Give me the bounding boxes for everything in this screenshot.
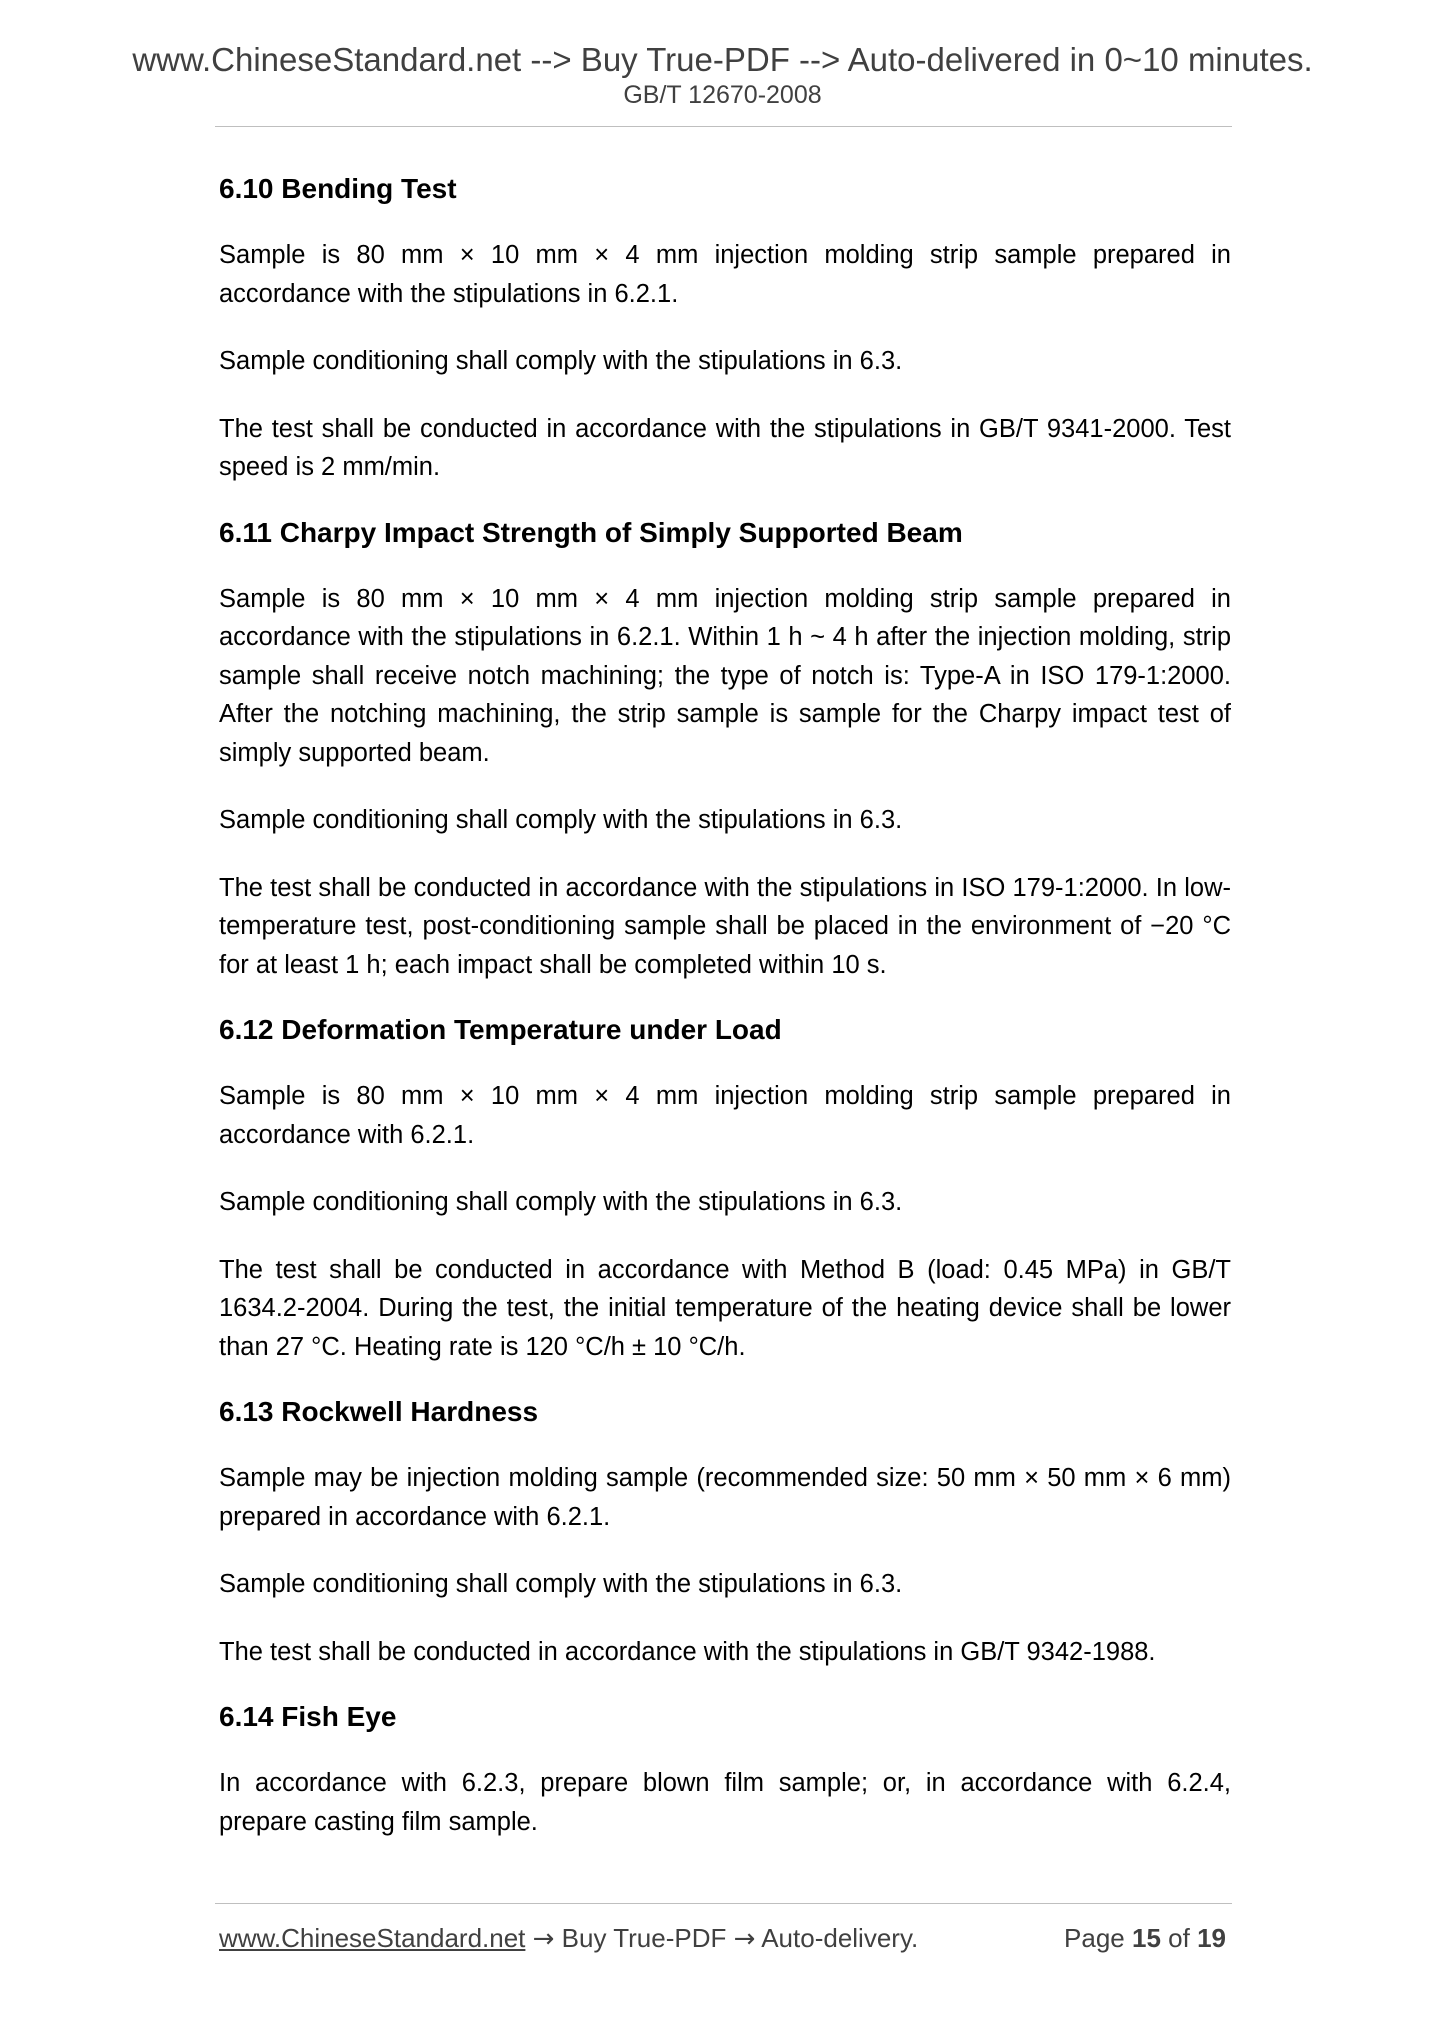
- section-heading: 6.12 Deformation Temperature under Load: [219, 1014, 782, 1045]
- section-6-11: [219, 514, 1231, 985]
- section-6-10: [219, 170, 1231, 487]
- paragraph: Sample is 80 mm × 10 mm × 4 mm injection molding strip sample prepared in accordance with 6.2.1.: [219, 1082, 1231, 1149]
- paragraph: In accordance with 6.2.3, prepare blown film sample; or, in accordance with 6.2.4, prepare casting film sample.: [219, 1769, 1231, 1836]
- buy-text: Buy True-PDF: [561, 1923, 727, 1953]
- footer-divider: [215, 1903, 1232, 1904]
- page-indicator: [1064, 1921, 1226, 1955]
- section-heading: 6.13 Rockwell Hardness: [219, 1396, 539, 1427]
- section-heading: 6.10 Bending Test: [219, 173, 457, 204]
- paragraph: Sample conditioning shall comply with the stipulations in 6.3.: [219, 347, 903, 375]
- section-6-14: [219, 1698, 1231, 1841]
- paragraph: Sample may be injection molding sample (recommended size: 50 mm × 50 mm × 6 mm) prepared in accordance with 6.2.1.: [219, 1464, 1231, 1531]
- paragraph: Sample is 80 mm × 10 mm × 4 mm injection molding strip sample prepared in accordance with the stipulations in 6.2.1. Within 1 h ~ 4 h after the injection molding, strip sample shall receive notch machining; the type of notch is: Type-A in ISO 179-1:2000. After the notching machining, the strip sample is sample for the Charpy impact test of simply supported beam.: [219, 584, 1231, 767]
- paragraph: Sample conditioning shall comply with the stipulations in 6.3.: [219, 806, 903, 834]
- paragraph: The test shall be conducted in accordance with the stipulations in GB/T 9342-1988.: [219, 1637, 1156, 1666]
- section-heading: 6.14 Fish Eye: [219, 1701, 397, 1732]
- paragraph: The test shall be conducted in accordance with the stipulations in ISO 179-1:2000. In low-temperature test, post-conditioning sample shall be placed in the environment of −20 °C for at least 1 h; each impact shall be completed within 10 s.: [219, 873, 1231, 979]
- paragraph: The test shall be conducted in accordance with Method B (load: 0.45 MPa) in GB/T 1634.2-2004. During the test, the initial temperature of the heating device shall be lower than 27 °C. Heating rate is 120 °C/h ± 10 °C/h.: [219, 1255, 1231, 1361]
- arrow-right-icon: →: [532, 1924, 555, 1954]
- footer-promo: [219, 1921, 918, 1956]
- section-heading: 6.11 Charpy Impact Strength of Simply Supported Beam: [219, 516, 963, 548]
- paragraph: The test shall be conducted in accordance with the stipulations in GB/T 9341-2000. Test speed is 2 mm/min.: [219, 414, 1231, 481]
- delivery-text: Auto-delivery.: [761, 1923, 919, 1953]
- header-banner: www.ChineseStandard.net --> Buy True-PDF --> Auto-delivered in 0~10 minutes.: [132, 41, 1313, 78]
- website-link[interactable]: www.ChineseStandard.net: [219, 1923, 526, 1953]
- page-number: 15: [1132, 1923, 1161, 1953]
- paragraph: Sample conditioning shall comply with the stipulations in 6.3.: [219, 1188, 903, 1216]
- page-label: Page: [1064, 1923, 1125, 1953]
- of-label: of: [1168, 1923, 1190, 1953]
- document-body: [219, 170, 1231, 1870]
- paragraph: Sample is 80 mm × 10 mm × 4 mm injection molding strip sample prepared in accordance with the stipulations in 6.2.1.: [219, 241, 1231, 308]
- arrow-right-icon: →: [733, 1924, 756, 1954]
- header-divider: [215, 126, 1232, 127]
- section-6-13: [219, 1393, 1231, 1671]
- page-total: 19: [1197, 1923, 1226, 1953]
- paragraph: Sample conditioning shall comply with the stipulations in 6.3.: [219, 1570, 903, 1598]
- section-6-12: [219, 1011, 1231, 1366]
- standard-number: GB/T 12670-2008: [623, 81, 822, 109]
